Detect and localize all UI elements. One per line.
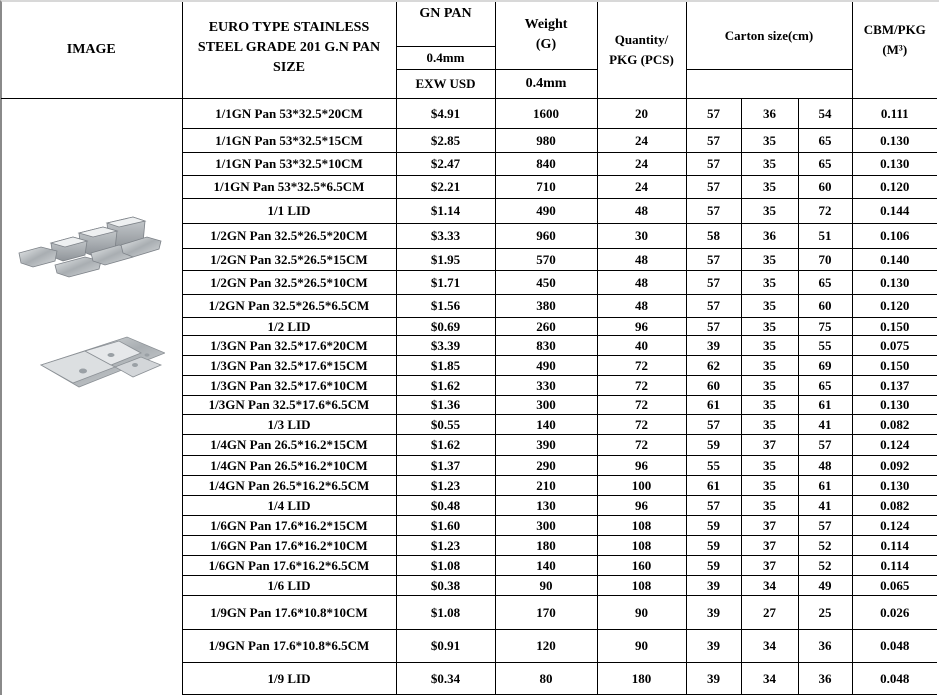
header-cbm-line2: (M³) [882,42,908,57]
carton-length-cell: 57 [686,98,741,128]
cbm-cell: 0.092 [852,455,937,475]
cbm-cell: 0.130 [852,395,937,414]
carton-length-cell: 39 [686,575,741,595]
carton-width-cell: 35 [741,294,798,317]
quantity-cell: 96 [597,317,686,335]
quantity-cell: 72 [597,375,686,395]
weight-cell: 140 [495,414,597,434]
cbm-cell: 0.065 [852,575,937,595]
table-body [1,98,937,694]
header-gn-pan-thickness: 0.4mm [396,46,495,69]
carton-length-cell: 57 [686,270,741,294]
price-cell: $3.33 [396,223,495,248]
size-cell: 1/3GN Pan 32.5*17.6*10CM [182,375,396,395]
quantity-cell: 24 [597,152,686,175]
weight-cell: 380 [495,294,597,317]
size-cell: 1/2GN Pan 32.5*26.5*15CM [182,248,396,270]
cbm-cell: 0.130 [852,270,937,294]
header-cbm-line1: CBM/PKG [863,22,926,37]
carton-length-cell: 57 [686,317,741,335]
weight-cell: 490 [495,198,597,223]
carton-height-cell: 60 [798,175,852,198]
carton-length-cell: 57 [686,414,741,434]
size-cell: 1/3GN Pan 32.5*17.6*6.5CM [182,395,396,414]
size-cell: 1/4GN Pan 26.5*16.2*15CM [182,434,396,455]
size-cell: 1/2GN Pan 32.5*26.5*6.5CM [182,294,396,317]
quantity-cell: 48 [597,270,686,294]
weight-cell: 570 [495,248,597,270]
cbm-cell: 0.111 [852,98,937,128]
price-cell: $0.48 [396,495,495,515]
gn-pans-image [15,203,165,278]
price-cell: $1.08 [396,595,495,629]
cbm-cell: 0.144 [852,198,937,223]
header-weight-line2: (G) [535,37,557,53]
cbm-cell: 0.082 [852,495,937,515]
quantity-cell: 90 [597,629,686,662]
carton-length-cell: 39 [686,335,741,355]
size-cell: 1/1GN Pan 53*32.5*10CM [182,152,396,175]
carton-width-cell: 27 [741,595,798,629]
carton-height-cell: 36 [798,629,852,662]
carton-height-cell: 52 [798,555,852,575]
carton-height-cell: 41 [798,495,852,515]
carton-length-cell: 61 [686,475,741,495]
price-cell: $1.95 [396,248,495,270]
carton-width-cell: 34 [741,575,798,595]
weight-cell: 170 [495,595,597,629]
price-cell: $1.14 [396,198,495,223]
quantity-cell: 24 [597,175,686,198]
cbm-cell: 0.137 [852,375,937,395]
quantity-cell: 40 [597,335,686,355]
carton-width-cell: 36 [741,98,798,128]
weight-cell: 300 [495,515,597,535]
cbm-cell: 0.130 [852,152,937,175]
header-image: IMAGE [1,2,182,98]
weight-cell: 830 [495,335,597,355]
carton-height-cell: 61 [798,395,852,414]
size-cell: 1/6GN Pan 17.6*16.2*15CM [182,515,396,535]
size-cell: 1/1GN Pan 53*32.5*15CM [182,128,396,152]
header-product-size [182,2,396,98]
carton-width-cell: 34 [741,662,798,694]
carton-height-cell: 72 [798,198,852,223]
cbm-cell: 0.114 [852,555,937,575]
carton-width-cell: 35 [741,455,798,475]
price-cell: $1.36 [396,395,495,414]
price-cell: $3.39 [396,335,495,355]
carton-height-cell: 25 [798,595,852,629]
quantity-cell: 72 [597,395,686,414]
carton-width-cell: 35 [741,175,798,198]
cbm-cell: 0.150 [852,355,937,375]
quantity-cell: 20 [597,98,686,128]
carton-width-cell: 34 [741,629,798,662]
carton-width-cell: 37 [741,515,798,535]
carton-length-cell: 39 [686,595,741,629]
carton-width-cell: 35 [741,317,798,335]
weight-cell: 80 [495,662,597,694]
carton-height-cell: 52 [798,535,852,555]
price-cell: $0.38 [396,575,495,595]
carton-length-cell: 59 [686,535,741,555]
cbm-cell: 0.082 [852,414,937,434]
price-cell: $0.55 [396,414,495,434]
cbm-cell: 0.124 [852,434,937,455]
cbm-cell: 0.075 [852,335,937,355]
carton-length-cell: 59 [686,515,741,535]
price-spec-table [1,2,937,695]
price-cell: $0.91 [396,629,495,662]
quantity-cell: 96 [597,495,686,515]
quantity-cell: 100 [597,475,686,495]
carton-length-cell: 57 [686,198,741,223]
header-quantity [597,2,686,98]
gn-lids-image [15,331,165,401]
size-cell: 1/9GN Pan 17.6*10.8*6.5CM [182,629,396,662]
carton-width-cell: 37 [741,535,798,555]
carton-width-cell: 36 [741,223,798,248]
price-cell: $4.91 [396,98,495,128]
price-cell: $1.62 [396,434,495,455]
size-cell: 1/3GN Pan 32.5*17.6*15CM [182,355,396,375]
cbm-cell: 0.130 [852,475,937,495]
carton-width-cell: 35 [741,128,798,152]
carton-width-cell: 35 [741,270,798,294]
carton-width-cell: 37 [741,434,798,455]
header-gn-pan: GN PAN [396,2,495,46]
price-cell: $1.60 [396,515,495,535]
quantity-cell: 72 [597,355,686,375]
size-cell: 1/2GN Pan 32.5*26.5*20CM [182,223,396,248]
carton-height-cell: 65 [798,128,852,152]
header-carton-size-sub [686,69,852,98]
weight-cell: 180 [495,535,597,555]
size-cell: 1/2GN Pan 32.5*26.5*10CM [182,270,396,294]
cbm-cell: 0.130 [852,128,937,152]
price-cell: $0.69 [396,317,495,335]
header-price-currency: EXW USD [396,69,495,98]
cbm-cell: 0.048 [852,662,937,694]
price-cell: $1.37 [396,455,495,475]
carton-length-cell: 57 [686,175,741,198]
carton-width-cell: 35 [741,152,798,175]
carton-height-cell: 70 [798,248,852,270]
carton-width-cell: 35 [741,248,798,270]
header-weight [495,2,597,69]
carton-height-cell: 75 [798,317,852,335]
price-cell: $0.34 [396,662,495,694]
carton-length-cell: 55 [686,455,741,475]
weight-cell: 840 [495,152,597,175]
header-quantity-line2: PKG (PCS) [609,51,674,67]
quantity-cell: 108 [597,575,686,595]
size-cell: 1/4GN Pan 26.5*16.2*6.5CM [182,475,396,495]
carton-length-cell: 39 [686,662,741,694]
cbm-cell: 0.120 [852,175,937,198]
size-cell: 1/1GN Pan 53*32.5*20CM [182,98,396,128]
price-cell: $1.56 [396,294,495,317]
weight-cell: 490 [495,355,597,375]
carton-width-cell: 35 [741,375,798,395]
carton-length-cell: 57 [686,294,741,317]
carton-length-cell: 59 [686,434,741,455]
weight-cell: 120 [495,629,597,662]
carton-width-cell: 35 [741,355,798,375]
weight-cell: 330 [495,375,597,395]
carton-height-cell: 69 [798,355,852,375]
weight-cell: 390 [495,434,597,455]
carton-length-cell: 62 [686,355,741,375]
header-weight-thickness: 0.4mm [495,69,597,98]
carton-width-cell: 37 [741,555,798,575]
size-cell: 1/6 LID [182,575,396,595]
quantity-cell: 108 [597,535,686,555]
header-quantity-line1: Quantity/ [614,31,669,47]
weight-cell: 140 [495,555,597,575]
carton-length-cell: 59 [686,555,741,575]
quantity-cell: 48 [597,248,686,270]
carton-height-cell: 65 [798,152,852,175]
cbm-cell: 0.120 [852,294,937,317]
carton-length-cell: 57 [686,128,741,152]
cbm-cell: 0.114 [852,535,937,555]
quantity-cell: 48 [597,294,686,317]
weight-cell: 300 [495,395,597,414]
size-cell: 1/4 LID [182,495,396,515]
carton-height-cell: 57 [798,515,852,535]
size-cell: 1/3 LID [182,414,396,434]
weight-cell: 260 [495,317,597,335]
quantity-cell: 160 [597,555,686,575]
carton-height-cell: 65 [798,270,852,294]
cbm-cell: 0.150 [852,317,937,335]
price-cell: $1.23 [396,475,495,495]
carton-height-cell: 54 [798,98,852,128]
quantity-cell: 24 [597,128,686,152]
carton-height-cell: 36 [798,662,852,694]
carton-width-cell: 35 [741,198,798,223]
carton-height-cell: 51 [798,223,852,248]
cbm-cell: 0.124 [852,515,937,535]
weight-cell: 90 [495,575,597,595]
price-cell: $2.21 [396,175,495,198]
weight-cell: 450 [495,270,597,294]
size-cell: 1/1 LID [182,198,396,223]
carton-length-cell: 60 [686,375,741,395]
price-cell: $1.08 [396,555,495,575]
size-cell: 1/6GN Pan 17.6*16.2*6.5CM [182,555,396,575]
size-cell: 1/6GN Pan 17.6*16.2*10CM [182,535,396,555]
weight-cell: 130 [495,495,597,515]
quantity-cell: 180 [597,662,686,694]
carton-height-cell: 57 [798,434,852,455]
carton-height-cell: 49 [798,575,852,595]
carton-length-cell: 61 [686,395,741,414]
price-cell: $1.62 [396,375,495,395]
quantity-cell: 48 [597,198,686,223]
table-header [1,2,937,98]
size-cell: 1/9 LID [182,662,396,694]
header-carton-size: Carton size(cm) [686,2,852,69]
quantity-cell: 72 [597,434,686,455]
carton-length-cell: 39 [686,629,741,662]
carton-width-cell: 35 [741,495,798,515]
price-cell: $2.47 [396,152,495,175]
quantity-cell: 72 [597,414,686,434]
carton-width-cell: 35 [741,395,798,414]
cbm-cell: 0.048 [852,629,937,662]
price-cell: $1.85 [396,355,495,375]
size-cell: 1/4GN Pan 26.5*16.2*10CM [182,455,396,475]
cbm-cell: 0.140 [852,248,937,270]
weight-cell: 710 [495,175,597,198]
carton-length-cell: 57 [686,495,741,515]
carton-height-cell: 65 [798,375,852,395]
weight-cell: 960 [495,223,597,248]
carton-width-cell: 35 [741,414,798,434]
weight-cell: 980 [495,128,597,152]
quantity-cell: 30 [597,223,686,248]
weight-cell: 290 [495,455,597,475]
cbm-cell: 0.106 [852,223,937,248]
price-cell: $1.71 [396,270,495,294]
carton-height-cell: 48 [798,455,852,475]
carton-height-cell: 41 [798,414,852,434]
quantity-cell: 90 [597,595,686,629]
price-cell: $1.23 [396,535,495,555]
carton-height-cell: 60 [798,294,852,317]
carton-height-cell: 61 [798,475,852,495]
carton-width-cell: 35 [741,475,798,495]
size-cell: 1/1GN Pan 53*32.5*6.5CM [182,175,396,198]
carton-length-cell: 58 [686,223,741,248]
price-cell: $2.85 [396,128,495,152]
header-cbm [852,2,937,98]
quantity-cell: 96 [597,455,686,475]
carton-height-cell: 55 [798,335,852,355]
quantity-cell: 108 [597,515,686,535]
weight-cell: 210 [495,475,597,495]
product-image-cell [1,98,182,694]
size-cell: 1/3GN Pan 32.5*17.6*20CM [182,335,396,355]
cbm-cell: 0.026 [852,595,937,629]
header-product-size-text: EURO TYPE STAINLESS STEEL GRADE 201 G.N PAN SIZE [197,19,381,75]
weight-cell: 1600 [495,98,597,128]
size-cell: 1/9GN Pan 17.6*10.8*10CM [182,595,396,629]
carton-length-cell: 57 [686,152,741,175]
header-weight-line1: Weight [524,17,568,33]
carton-width-cell: 35 [741,335,798,355]
table-row [1,98,937,128]
carton-length-cell: 57 [686,248,741,270]
size-cell: 1/2 LID [182,317,396,335]
